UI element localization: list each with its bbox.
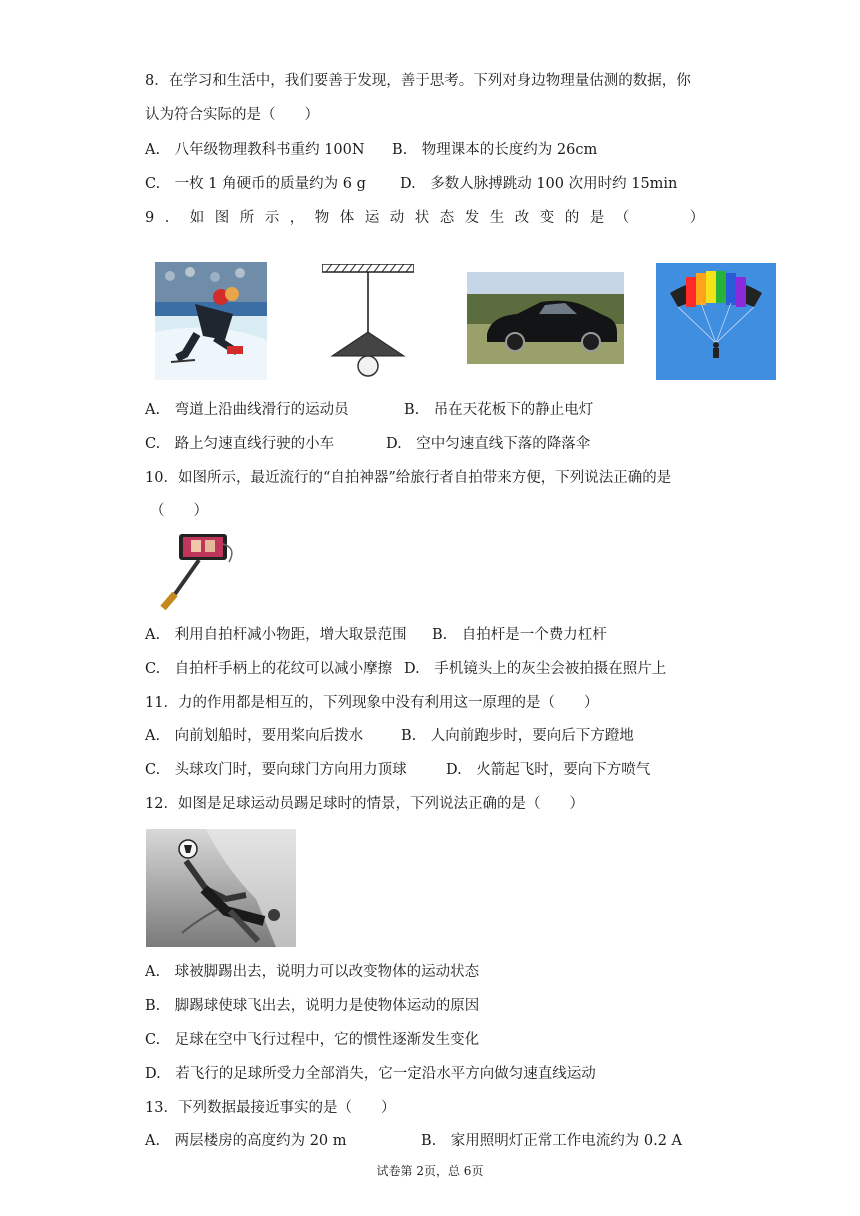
q8-option-d: D. 多数人脉搏跳动 100 次用时约 15min — [400, 176, 678, 192]
q10-stem-line1: 10．如图所示，最近流行的“自拍神器”给旅行者自拍带来方便，下列说法正确的是 — [145, 470, 672, 486]
q10-stem-line2: （ ） — [150, 503, 208, 519]
q11-option-d: D. 火箭起飞时，要向下方喷气 — [446, 762, 651, 778]
q8-option-c: C. 一枚 1 角硬币的质量约为 6 g — [145, 176, 366, 192]
hanging-lamp-figure — [322, 264, 414, 380]
q11-option-a: A. 向前划船时，要用桨向后拨水 — [145, 728, 364, 744]
car-figure — [467, 272, 624, 364]
q13-option-a: A. 两层楼房的高度约为 20 m — [145, 1133, 347, 1149]
footballer-figure — [146, 829, 296, 947]
q12-option-a: A. 球被脚踢出去，说明力可以改变物体的运动状态 — [145, 964, 480, 980]
q10-option-c: C. 自拍杆手柄上的花纹可以减小摩擦 — [145, 661, 393, 677]
q8-option-b: B. 物理课本的长度约为 26cm — [392, 142, 598, 158]
q8-stem-line1: 8．在学习和生活中，我们要善于发现，善于思考。下列对身边物理量估测的数据，你 — [145, 73, 691, 89]
q9-option-a: A. 弯道上沿曲线滑行的运动员 — [145, 402, 349, 418]
q9-stem: 9．如图所示，物体运动状态发生改变的是（ ） — [145, 210, 715, 226]
q10-option-d: D. 手机镜头上的灰尘会被拍摄在照片上 — [404, 661, 667, 677]
q9-option-c: C. 路上匀速直线行驶的小车 — [145, 436, 335, 452]
q13-stem: 13．下列数据最接近事实的是（ ） — [145, 1100, 396, 1116]
q12-option-c: C. 足球在空中飞行过程中，它的惯性逐渐发生变化 — [145, 1032, 480, 1048]
q12-option-b: B. 脚踢球使球飞出去，说明力是使物体运动的原因 — [145, 998, 480, 1014]
q9-option-b: B. 吊在天花板下的静止电灯 — [404, 402, 594, 418]
skater-figure — [155, 262, 267, 380]
q10-option-a: A. 利用自拍杆减小物距，增大取景范围 — [145, 627, 407, 643]
q12-stem: 12．如图是足球运动员踢足球时的情景，下列说法正确的是（ ） — [145, 796, 584, 812]
page-footer: 试卷第 2页，总 6页 — [376, 1164, 484, 1178]
q9-option-d: D. 空中匀速直线下落的降落伞 — [386, 436, 591, 452]
selfie-stick-figure — [153, 530, 237, 612]
parachute-figure — [656, 263, 776, 380]
q8-stem-line2: 认为符合实际的是（ ） — [145, 107, 319, 123]
q8-option-a: A. 八年级物理教科书重约 100N — [145, 142, 365, 158]
q12-option-d: D. 若飞行的足球所受力全部消失，它一定沿水平方向做匀速直线运动 — [145, 1066, 596, 1082]
q10-option-b: B. 自拍杆是一个费力杠杆 — [432, 627, 607, 643]
q11-option-c: C. 头球攻门时，要向球门方向用力顶球 — [145, 762, 407, 778]
q13-option-b: B. 家用照明灯正常工作电流约为 0.2 A — [421, 1133, 683, 1149]
q11-stem: 11．力的作用都是相互的，下列现象中没有利用这一原理的是（ ） — [145, 695, 599, 711]
q11-option-b: B. 人向前跑步时，要向后下方蹬地 — [401, 728, 634, 744]
